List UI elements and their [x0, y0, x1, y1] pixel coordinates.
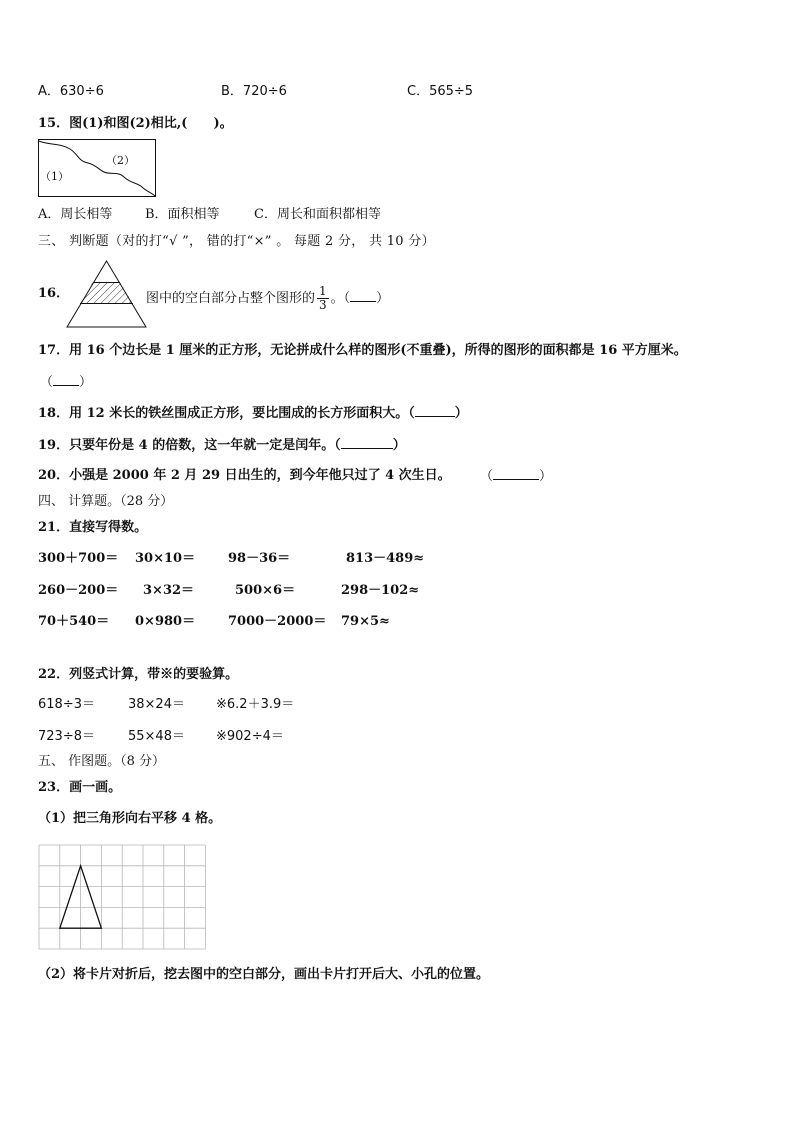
q15-option-b: B．面积相等	[145, 207, 220, 222]
q17-answer-blank[interactable]	[53, 373, 79, 386]
q21-item: 30×10＝	[135, 551, 196, 566]
q20-close: ）	[539, 469, 553, 484]
q20-answer	[480, 467, 552, 486]
q14-option-a: A．630÷6	[38, 84, 104, 99]
q22-item: 618÷3＝	[38, 697, 95, 712]
q14-option-b: B．720÷6	[221, 84, 287, 99]
q16-fraction-denominator: 3	[319, 298, 327, 312]
q19-close: ）	[392, 438, 406, 453]
q14-option-c: C．565÷5	[407, 84, 474, 99]
q22-item: 723÷8＝	[38, 729, 95, 744]
q22-item: ※902÷4＝	[216, 729, 284, 744]
q21-item: 7000－2000＝	[228, 614, 327, 629]
q22-item: 38×24＝	[128, 697, 185, 712]
grid-lines	[39, 845, 205, 949]
q21-item: 79×5≈	[341, 614, 390, 629]
q18-answer-blank[interactable]	[415, 404, 455, 417]
q16-question	[146, 285, 389, 312]
q19-answer-blank[interactable]	[341, 436, 393, 449]
q16-text: 图中的空白部分占整个图形的	[146, 291, 316, 306]
q21-item: 98－36＝	[228, 551, 291, 566]
q19-question	[38, 436, 406, 455]
section-4-title: 四、 计算题。（28 分）	[38, 494, 174, 509]
q17-open: （	[40, 375, 54, 390]
q22-item: ※6.2＋3.9＝	[216, 697, 295, 712]
q19-text: 19．只要年份是 4 的倍数，这一年就一定是闰年。（	[38, 438, 341, 453]
q22-item: 55×48＝	[128, 729, 185, 744]
q18-question	[38, 404, 468, 423]
q18-text: 18．用 12 米长的铁丝围成正方形，要比围成的长方形面积大。（	[38, 406, 415, 421]
q23-part-1: （1）把三角形向右平移 4 格。	[38, 811, 222, 826]
q15-option-a: A．周长相等	[38, 207, 113, 222]
q16-fraction-numerator: 1	[319, 284, 327, 298]
q21-question: 21．直接写得数。	[38, 520, 148, 535]
q17-question: 17．用 16 个边长是 1 厘米的正方形，无论拼成什么样的图形(不重叠)，所得的图形的面积都是 16 平方厘米。	[38, 343, 687, 358]
q17-answer	[40, 373, 92, 392]
q21-item: 300＋700＝	[38, 551, 119, 566]
q15-question: 15．图(1)和图(2)相比,( )。	[38, 116, 233, 131]
q16-close: ）	[376, 291, 390, 306]
q16-number: 16．	[38, 286, 70, 301]
q23-grid-figure[interactable]	[39, 845, 207, 950]
q21-item: 3×32＝	[143, 583, 195, 598]
q20-answer-blank[interactable]	[493, 467, 539, 480]
q21-item: 260－200＝	[38, 583, 119, 598]
q21-item: 813－489≈	[346, 551, 425, 566]
q20-question: 20．小强是 2000 年 2 月 29 日出生的，到今年他只过了 4 次生日。	[38, 468, 451, 483]
q23-question: 23．画一画。	[38, 780, 122, 795]
q21-item: 0×980＝	[135, 614, 196, 629]
section-5-title: 五、 作图题。（8 分）	[38, 754, 166, 769]
q18-close: ）	[454, 406, 468, 421]
q16-tail: 。（	[330, 291, 351, 306]
q16-answer-blank[interactable]	[350, 289, 376, 302]
q15-option-c: C．周长和面积都相等	[254, 207, 381, 222]
q16-fraction	[317, 285, 329, 312]
q15-figure-label-1: （1）	[40, 170, 69, 183]
section-3-title: 三、 判断题（对的打“√ ”， 错的打“×” 。 每题 2 分， 共 10 分）	[38, 234, 435, 249]
q17-close: ）	[79, 375, 93, 390]
q15-figure-label-2: （2）	[106, 154, 135, 167]
q22-question: 22．列竖式计算，带※的要验算。	[38, 667, 239, 682]
q16-triangle-figure	[66, 260, 148, 328]
q21-item: 500×6＝	[235, 583, 296, 598]
q21-item: 70＋540＝	[38, 614, 110, 629]
q21-item: 298－102≈	[341, 583, 420, 598]
q20-open: （	[480, 469, 494, 484]
q23-part-2: （2）将卡片对折后，挖去图中的空白部分，画出卡片打开后大、小孔的位置。	[38, 967, 490, 982]
